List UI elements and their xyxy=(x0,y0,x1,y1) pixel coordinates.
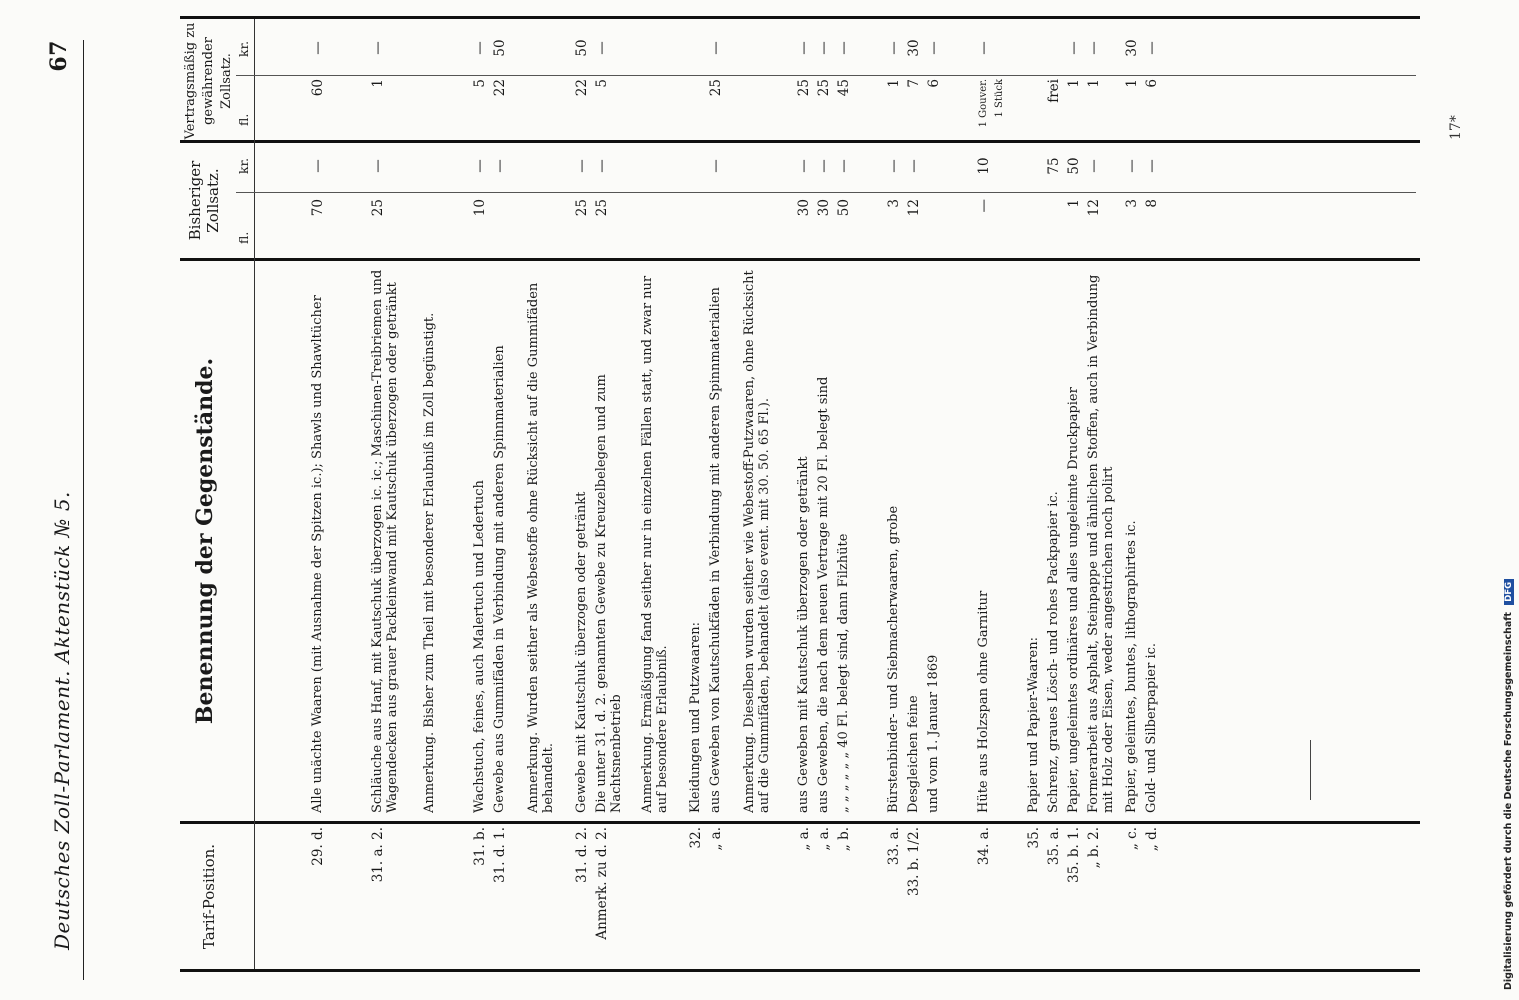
unit-fl-old: fl. xyxy=(236,231,251,244)
row-description: Wachstuch, feines, auch Malertuch und Ledertuch xyxy=(472,480,487,813)
row-description: „ „ „ „ „ „ 40 Fl. belegt sind, dann Filzhüte xyxy=(836,533,851,813)
row-old-fl: 70 xyxy=(310,199,326,217)
unit-kr-new: kr. xyxy=(236,40,251,57)
row-new-kr: — xyxy=(472,41,488,55)
row-position: 35. xyxy=(1026,827,1042,849)
row-new-fl: frei xyxy=(1046,79,1062,103)
row-old-kr: — xyxy=(1124,159,1140,173)
row-position: 35. b. 1. xyxy=(1066,827,1082,883)
row-old-kr: — xyxy=(836,159,852,173)
row-old-fl: — xyxy=(976,199,992,213)
row-old-fl: 25 xyxy=(370,199,386,217)
header-row-rule xyxy=(254,19,255,969)
row-old-fl: 30 xyxy=(796,199,812,217)
row-description: aus Geweben mit Kautschuk überzogen oder getränkt xyxy=(796,456,811,813)
row-new-kr: — xyxy=(976,41,992,55)
row-description: Anmerkung. Dieselben wurden seither wie Webestoff-Putzwaaren, ohne Rücksicht auf die Gummifäden, behandelt (also event. mit 30. 50. 65 Fl.). xyxy=(742,270,772,813)
row-position: 33. a. xyxy=(886,827,902,866)
row-old-fl: 1 xyxy=(1066,199,1082,208)
page-header xyxy=(40,40,84,980)
row-new-kr: — xyxy=(1144,41,1160,55)
row-position: „ d. xyxy=(1144,827,1160,852)
row-new-fl: 22 xyxy=(492,79,508,97)
row-description: Anmerkung. Wurden seither als Webestoffe ohne Rücksicht auf die Gummifäden behandelt. xyxy=(526,282,556,813)
row-description: Gold- und Silberpapier ic. xyxy=(1144,642,1159,813)
row-old-kr: — xyxy=(796,159,812,173)
row-new-kr: — xyxy=(594,41,610,55)
new-rate-fl-kr-divider xyxy=(236,75,1416,76)
row-new-fl: 5 xyxy=(472,79,488,88)
row-new-fl: 25 xyxy=(708,79,724,97)
row-new-fl: 6 xyxy=(1144,79,1160,88)
col-divider-2 xyxy=(180,258,1420,261)
credit-text: Digitalisierung gefördert durch die Deutsche Forschungsgemeinschaft xyxy=(1503,612,1514,990)
row-description: aus Geweben, die nach dem neuen Vertrage mit 20 Fl. belegt sind xyxy=(816,376,831,813)
row-new-kr: — xyxy=(1086,41,1102,55)
row-old-kr: — xyxy=(1086,159,1102,173)
row-old-kr: — xyxy=(906,159,922,173)
row-new-fl: 5 xyxy=(594,79,610,88)
column-header-name: Benennung der Gegenstände. xyxy=(192,357,218,725)
row-old-kr: — xyxy=(310,159,326,173)
row-old-kr: — xyxy=(370,159,386,173)
page-mark: 17* xyxy=(1448,115,1464,140)
row-old-kr: 50 xyxy=(1066,157,1082,175)
row-position: „ c. xyxy=(1124,827,1140,851)
row-position: „ b. 2. xyxy=(1086,827,1102,869)
row-description: Gewebe mit Kautschuk überzogen oder getränkt xyxy=(574,491,589,813)
row-old-fl: 3 xyxy=(1124,199,1140,208)
row-old-kr: — xyxy=(708,159,724,173)
row-position: 31. a. 2. xyxy=(370,827,386,883)
row-new-fl: 25 xyxy=(796,79,812,97)
row-old-kr: — xyxy=(492,159,508,173)
row-new-kr: — xyxy=(370,41,386,55)
header-rule xyxy=(83,40,84,980)
row-description: Formerarbeit aus Asphalt, Steinpappe und ähnlichen Stoffen, auch in Verbindung mit Holz oder Eisen, weder angestrichen noch polirt xyxy=(1086,274,1116,813)
row-new-fl: 6 xyxy=(926,79,942,88)
row-description: Anmerkung. Ermäßigung fand seither nur in einzelnen Fällen statt, und zwar nur auf besondere Erlaubniß. xyxy=(640,275,670,813)
row-description: aus Geweben von Kautschukfäden in Verbindung mit anderen Spinnmaterialien xyxy=(708,287,723,813)
row-new-fl: 1 xyxy=(1066,79,1082,88)
row-new-kr: — xyxy=(816,41,832,55)
row-new-kr: — xyxy=(836,41,852,55)
row-old-kr: — xyxy=(574,159,590,173)
row-old-kr: — xyxy=(472,159,488,173)
row-description: Papier, ungeleimtes ordinäres und alles ungeleimte Druckpapier xyxy=(1066,387,1081,813)
row-description: und vom 1. Januar 1869 xyxy=(926,654,941,813)
row-description: Die unter 31. d. 2. genannten Gewebe zu Kreuzelbelegen und zum Nachtsnenbetrieb xyxy=(594,374,624,813)
row-new-kr: 30 xyxy=(1124,39,1140,57)
column-header-position: Tarif-Position. xyxy=(200,843,218,950)
row-old-kr: — xyxy=(816,159,832,173)
row-new-kr: 50 xyxy=(492,39,508,57)
row-description: Papier, geleimtes, buntes, lithographirtes ic. xyxy=(1124,520,1139,813)
row-new-kr: 30 xyxy=(906,39,922,57)
row-new-fl: 22 xyxy=(574,79,590,97)
row-new-kr: — xyxy=(926,41,942,55)
dfg-logo: DFG xyxy=(1504,579,1514,605)
row-position: 31. d. 2. xyxy=(574,827,590,883)
col-divider-3 xyxy=(180,140,1420,143)
row-new-fl: 1 xyxy=(886,79,902,88)
row-description: Bürstenbinder- und Siebmacherwaaren, grobe xyxy=(886,505,901,813)
row-position: 32. xyxy=(688,827,704,849)
row-old-fl: 12 xyxy=(906,199,922,217)
row-position: „ a. xyxy=(816,827,832,851)
row-new-fl: 1 xyxy=(1086,79,1102,88)
row-new-fl: 25 xyxy=(816,79,832,97)
row-new-kr: — xyxy=(886,41,902,55)
row-position: 29. d. xyxy=(310,827,326,866)
unit-fl-new: fl. xyxy=(236,113,251,126)
row-description: Gewebe aus Gummifäden in Verbindung mit anderen Spinnmaterialien xyxy=(492,345,507,813)
row-old-kr: — xyxy=(1144,159,1160,173)
row-old-fl: 12 xyxy=(1086,199,1102,217)
digitization-credit xyxy=(1503,90,1514,990)
header-title: Deutsches Zoll-Parlament. Aktenstück № 5. xyxy=(50,491,74,950)
row-description: Alle unächte Waaren (mit Ausnahme der Spitzen ic.); Shawls und Shawltücher xyxy=(310,295,325,813)
row-old-fl: 3 xyxy=(886,199,902,208)
row-old-fl: 8 xyxy=(1144,199,1160,208)
row-old-kr: 75 xyxy=(1046,157,1062,175)
row-position: „ a. xyxy=(796,827,812,851)
row-new-fl: 1 Gouver. 1 Stück xyxy=(978,79,1005,128)
row-position: Anmerk. zu d. 2. xyxy=(594,827,610,940)
row-new-kr: — xyxy=(708,41,724,55)
row-new-kr: — xyxy=(796,41,812,55)
unit-kr-old: kr. xyxy=(236,157,251,174)
row-position: 35. a. xyxy=(1046,827,1062,866)
row-new-fl: 1 xyxy=(1124,79,1140,88)
tariff-table xyxy=(180,16,1420,972)
row-position: 31. d. 1. xyxy=(492,827,508,883)
row-old-fl: 25 xyxy=(594,199,610,217)
column-header-new-rate: Vertragsmäßig zu gewährender Zollsatz. xyxy=(183,22,234,140)
row-new-kr: — xyxy=(1066,41,1082,55)
row-old-kr: — xyxy=(886,159,902,173)
row-description: Anmerkung. Bisher zum Theil mit besonderer Erlaubniß im Zoll begünstigt. xyxy=(422,312,437,813)
row-new-fl: 1 xyxy=(370,79,386,88)
column-header-old-rate: Bisheriger Zollsatz. xyxy=(186,160,222,241)
row-position: 31. b. xyxy=(472,827,488,866)
rule-mark xyxy=(1310,740,1311,800)
row-description: Desgleichen feine xyxy=(906,695,921,813)
row-new-kr: 50 xyxy=(574,39,590,57)
old-rate-fl-kr-divider xyxy=(236,192,1416,193)
row-position: 33. b. 1/2. xyxy=(906,827,922,897)
row-old-kr: — xyxy=(594,159,610,173)
row-position: „ a. xyxy=(708,827,724,851)
row-old-kr: 10 xyxy=(976,157,992,175)
row-description: Schläuche aus Hanf, mit Kautschuk überzogen ic. ic.; Maschinen-Treibriemen und Wagendecken aus grauer Packleinwand mit Kautschuk überzogen oder getränkt xyxy=(370,269,400,813)
row-old-fl: 50 xyxy=(836,199,852,217)
row-new-fl: 7 xyxy=(906,79,922,88)
row-old-fl: 25 xyxy=(574,199,590,217)
row-description: Schrenz, graues Lösch- und rohes Packpapier ic. xyxy=(1046,491,1061,813)
col-divider-1 xyxy=(180,821,1420,824)
row-old-fl: 30 xyxy=(816,199,832,217)
row-new-fl: 45 xyxy=(836,79,852,97)
row-description: Hüte aus Holzspan ohne Garnitur xyxy=(976,590,991,813)
row-old-fl: 10 xyxy=(472,199,488,217)
row-position: 34. a. xyxy=(976,827,992,866)
row-description: Papier und Papier-Waaren: xyxy=(1026,636,1041,813)
row-new-fl: 60 xyxy=(310,79,326,97)
row-description: Kleidungen und Putzwaaren: xyxy=(688,622,703,813)
page-number: 67 xyxy=(46,40,72,72)
row-position: „ b. xyxy=(836,827,852,852)
row-new-kr: — xyxy=(310,41,326,55)
